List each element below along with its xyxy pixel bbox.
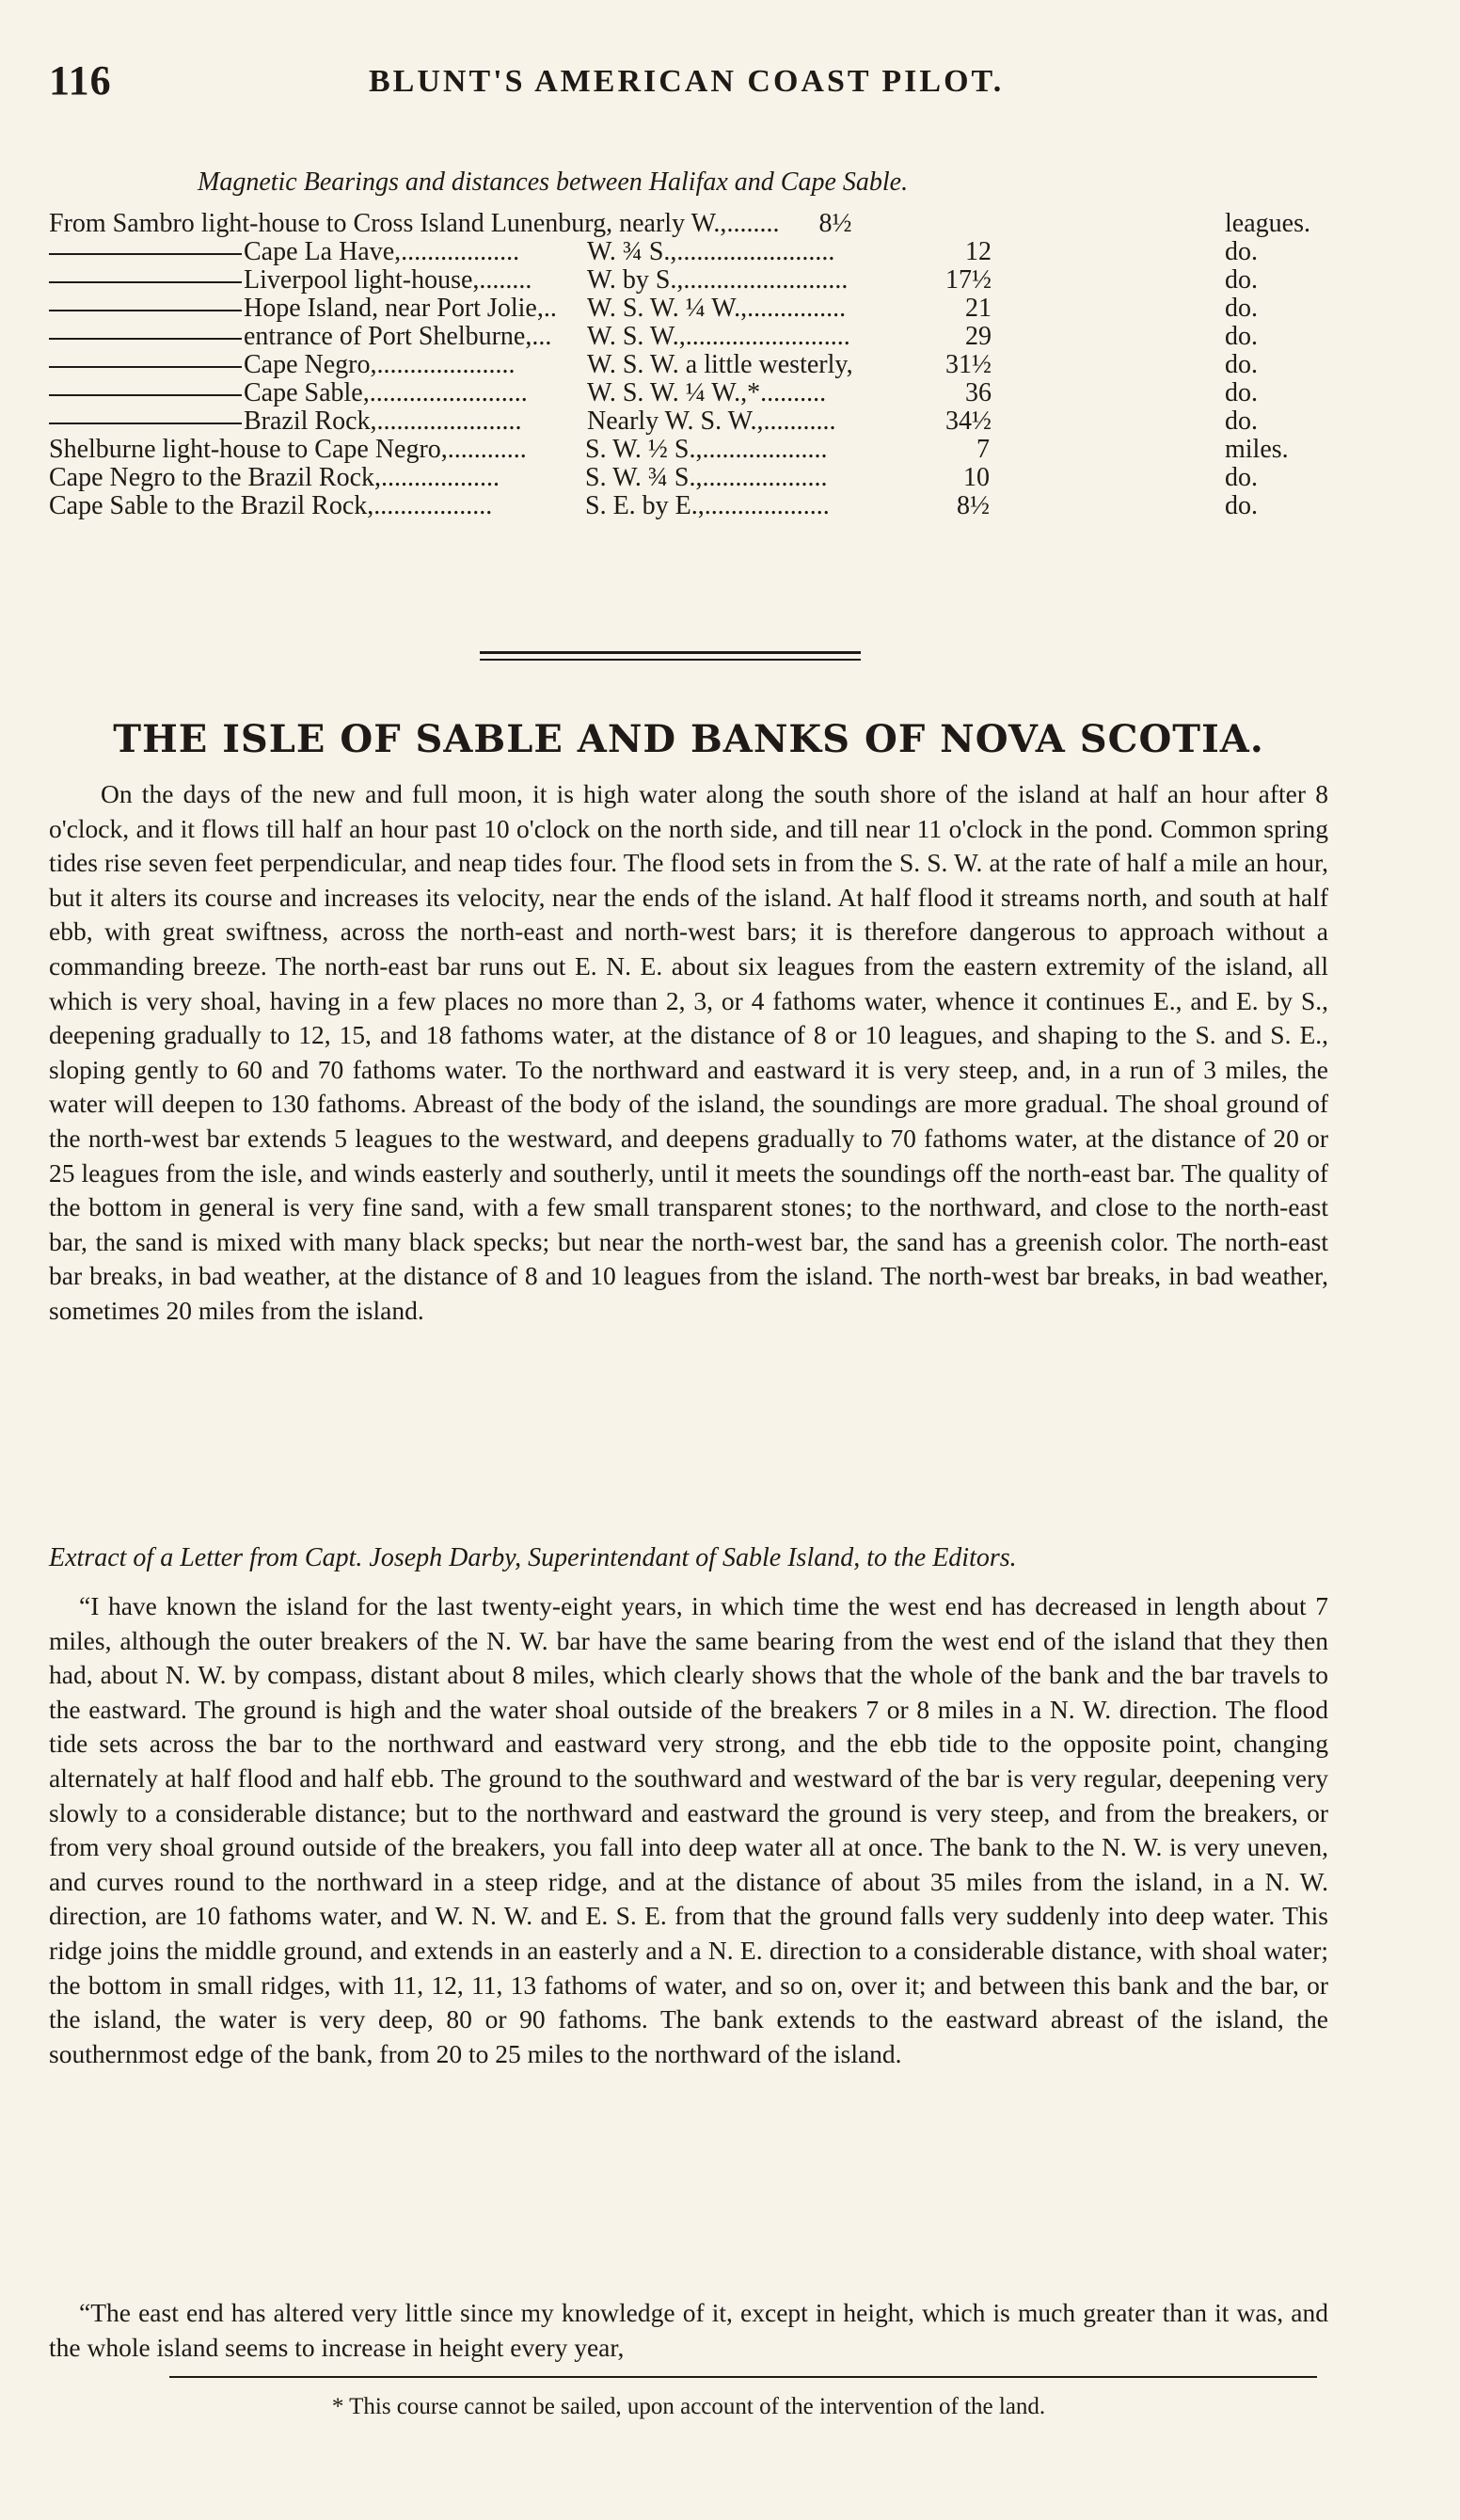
bearing-place: Brazil Rock,...................... — [244, 407, 522, 436]
section-divider — [480, 651, 861, 654]
bearing-place: Cape Sable to the Brazil Rock,.................. — [49, 491, 493, 520]
bearing-row — [49, 294, 1328, 322]
ditto-dash — [49, 338, 242, 340]
bearing-distance: 29 — [965, 322, 992, 351]
section-heading: THE ISLE OF SABLE AND BANKS OF NOVA SCOTIA. — [113, 717, 1264, 761]
bearing-direction: W. S. W.,......................... — [587, 322, 850, 351]
bearing-place: Cape Negro to the Brazil Rock,.................. — [49, 463, 500, 492]
bearing-distance: 17½ — [945, 265, 992, 295]
bearing-distance: 7 — [976, 435, 990, 464]
paragraph-tides: On the days of the new and full moon, it is high water along the south shore of the island at half an hour after 8 o'clock, and it flows till half an hour past 10 o'clock on the north side, and till near 11 o'clock in the pond. Common spring tides rise seven feet perpendicular, and neap tides four. The flood sets in from the S. S. W. at the rate of half a mile an hour, but it alters its course and increases its velocity, near the ends of the island. At half flood it streams north, and south at half ebb, with great swiftness, across the north-east and north-west bars; it is therefore dangerous to approach without a commanding breeze. The north-east bar runs out E. N. E. about six leagues from the eastern extremity of the island, all which is very shoal, having in a few places no more than 2, 3, or 4 fathoms water, whence it continues E., and E. by S., deepening gradually to 12, 15, and 18 fathoms water, at the distance of 8 or 10 leagues, and shaping to the S. and S. E., sloping gently to 60 and 70 fathoms water. To the northward and eastward it is very steep, and, in a run of 3 miles, the water will deepen to 130 fathoms. Abreast of the body of the island, the soundings are more gradual. The shoal ground of the north-west bar extends 5 leagues to the westward, and deepens gradually to 70 fathoms water, at the distance of 20 or 25 leagues from the isle, and winds easterly and southerly, until it meets the soundings off the north-east bar. The quality of the bottom in general is very fine sand, with a few small transparent stones; to the northward, and close to the north-east bar, the sand is mixed with many black specks; but near the north-west bar, the sand has a greenish color. The north-east bar breaks, in bad weather, at the distance of 8 and 10 leagues from the island. The north-west bar breaks, in bad weather, sometimes 20 miles from the island. — [49, 779, 1328, 1325]
bearing-direction: W. ¾ S.,........................ — [587, 237, 835, 266]
bearing-row — [49, 237, 1328, 265]
ditto-dash — [49, 310, 242, 311]
bearing-distance: 21 — [965, 294, 992, 323]
bearing-direction: S. E. by E.,................... — [585, 491, 830, 520]
bearing-row — [49, 322, 1328, 350]
bearing-place: Shelburne light-house to Cape Negro,............ — [49, 435, 527, 464]
bearing-direction: S. W. ½ S.,................... — [585, 435, 828, 464]
bearing-leader: ........ — [726, 209, 780, 238]
ditto-dash — [49, 423, 242, 424]
bearing-place: Hope Island, near Port Jolie,.. — [244, 294, 557, 323]
bearing-row — [49, 378, 1328, 407]
bearing-distance: 31½ — [945, 350, 992, 379]
bearing-row — [49, 209, 1328, 237]
bearing-place: entrance of Port Shelburne,... — [244, 322, 552, 351]
bearing-distance: 36 — [965, 378, 992, 407]
bearing-row — [49, 491, 1328, 519]
bearing-distance: 8½ — [818, 209, 852, 238]
bearing-direction: W. S. W. ¼ W.,*.......... — [587, 378, 827, 407]
footnote: * This course cannot be sailed, upon account of the intervention of the land. — [331, 2394, 1046, 2419]
bearings-table — [49, 209, 1328, 519]
ditto-dash — [49, 253, 242, 255]
bearing-unit: do. — [1225, 350, 1258, 379]
bearing-unit: do. — [1225, 463, 1258, 492]
bearing-place: Liverpool light-house,........ — [244, 265, 532, 295]
bearing-direction: W. by S.,......................... — [587, 265, 849, 295]
letter-heading: Extract of a Letter from Capt. Joseph Darby, Superintendant of Sable Island, to the Editors. — [49, 1543, 1017, 1572]
bearing-distance: 10 — [963, 463, 990, 492]
bearing-unit: miles. — [1225, 435, 1289, 464]
bearing-unit: do. — [1225, 237, 1258, 266]
bearing-unit: do. — [1225, 378, 1258, 407]
bearing-direction: S. W. ¾ S.,................... — [585, 463, 828, 492]
bearing-direction: W. S. W. ¼ W.,............... — [587, 294, 847, 323]
bearing-direction: W. S. W. a little westerly, — [587, 350, 853, 379]
bearing-unit: leagues. — [1225, 209, 1310, 238]
ditto-dash — [49, 366, 242, 368]
paragraph-letter-continued: “The east end has altered very little since my knowledge of it, except in height, which is much greater than it was, and the whole island seems to increase in height every year, — [49, 2298, 1328, 2362]
page-number: 116 — [49, 57, 112, 104]
bearing-row — [49, 350, 1328, 378]
bearing-place: From Sambro light-house to Cross Island Lunenburg, nearly W., — [49, 209, 727, 238]
bearing-unit: do. — [1225, 265, 1258, 295]
bearing-place: Cape La Have,.................. — [244, 237, 520, 266]
bearing-place: Cape Negro,..................... — [244, 350, 516, 379]
bearing-row — [49, 463, 1328, 491]
footnote-rule — [169, 2376, 1317, 2378]
bearing-row — [49, 435, 1328, 463]
bearing-unit: do. — [1225, 322, 1258, 351]
paragraph-letter: “I have known the island for the last twenty-eight years, in which time the west end has decreased in length about 7 miles, although the outer breakers of the N. W. bar have the same bearing from the west end of the island that they then had, about N. W. by compass, distant about 8 miles, which clearly shows that the whole of the bank and the bar travels to the eastward. The ground is high and the water shoal outside of the breakers 7 or 8 miles in a N. W. direction. The flood tide sets across the bar to the northward and eastward very strong, and the ebb tide to the opposite point, changing alternately at half flood and half ebb. The ground to the southward and westward of the bar is very regular, deepening very slowly to a considerable distance; but to the northward and eastward the ground is very steep, and from the breakers, or from very shoal ground outside of the breakers, you fall into deep water all at once. The bank to the N. W. is very uneven, and curves round to the northward in a steep ridge, and at the distance of about 35 miles from the island, in a N. W. direction, are 10 fathoms water, and W. N. W. and E. S. E. from that the ground falls very suddenly into deep water. This ridge joins the middle ground, and extends in an easterly and a N. E. direction to a considerable distance, with shoal water; the bottom in small ridges, with 11, 12, 11, 13 fathoms of water, and so on, over it; and between this bank and the bar, or the island, the water is very deep, 80 or 90 fathoms. The bank extends to the eastward abreast of the island, the southernmost edge of the bank, from 20 to 25 miles to the northward of the island. — [49, 1591, 1328, 2068]
ditto-dash — [49, 394, 242, 396]
bearing-distance: 12 — [965, 237, 992, 266]
bearing-place: Cape Sable,........................ — [244, 378, 528, 407]
bearing-unit: do. — [1225, 294, 1258, 323]
ditto-dash — [49, 281, 242, 283]
bearing-row — [49, 407, 1328, 435]
running-title: BLUNT'S AMERICAN COAST PILOT. — [369, 64, 1005, 99]
bearing-direction: Nearly W. S. W.,........... — [587, 407, 836, 436]
bearing-distance: 8½ — [957, 491, 990, 520]
bearing-distance: 34½ — [945, 407, 992, 436]
section-divider-thin — [480, 659, 861, 661]
bearing-unit: do. — [1225, 491, 1258, 520]
bearings-table-title: Magnetic Bearings and distances between Halifax and Cape Sable. — [198, 167, 909, 197]
bearing-row — [49, 265, 1328, 294]
bearing-unit: do. — [1225, 407, 1258, 436]
